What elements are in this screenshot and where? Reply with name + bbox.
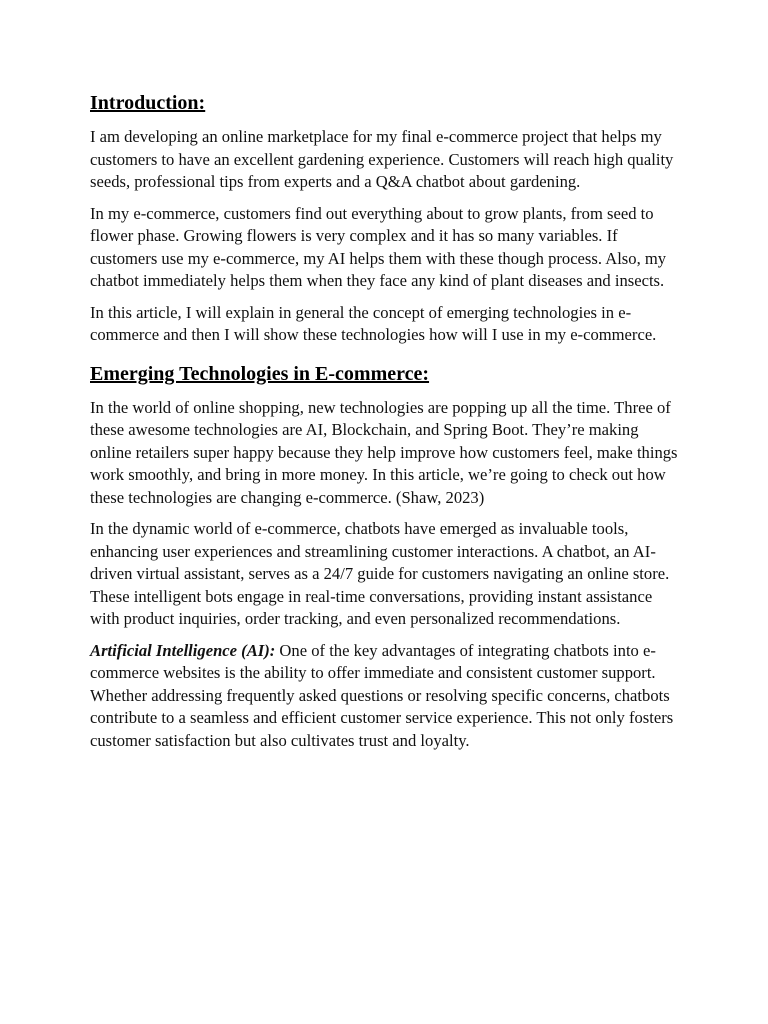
intro-paragraph-3: In this article, I will explain in general the concept of emerging technologies in e-commerce and then I will show these technologies how will I use in my e-commerce. [90, 302, 657, 344]
introduction-heading: Introduction: [90, 92, 206, 114]
ai-paragraph-text: One of the key advantages of integrating chatbots into e-commerce websites is the ability to offer immediate and consistent customer support. Whether addressing frequently asked questions or resolving specific concerns, chatbots contribute to a seamless and efficient customer service experience. This not only fosters customer satisfaction but also cultivates trust and loyalty. [90, 640, 674, 750]
document-page [90, 90, 682, 761]
emerging-paragraph-1: In the world of online shopping, new technologies are popping up all the time. Three of these awesome technologies are AI, Blockchain, and Spring Boot. They’re making online retailers super happy because they help improve how customers feel, make things work smoothly, and bring in more money. In this article, we’re going to check out how these technologies are changing e-commerce. (Shaw, 2023) [90, 397, 678, 507]
emerging-paragraph-2: In the dynamic world of e-commerce, chatbots have emerged as invaluable tools, enhancing user experiences and streamlining customer interactions. A chatbot, an AI-driven virtual assistant, serves as a 24/7 guide for customers navigating an online store. These intelligent bots engage in real-time conversations, providing instant assistance with product inquiries, order tracking, and even personalized recommendations. [90, 519, 670, 628]
emerging-technologies-heading: Emerging Technologies in E-commerce: [90, 362, 430, 385]
intro-paragraph-1: I am developing an online marketplace for my final e-commerce project that helps my customers to have an excellent gardening experience. Customers will reach high quality seeds, professional tips from experts and a Q&A chatbot about gardening. [90, 127, 674, 191]
ai-lead-term: Artificial Intelligence (AI): [90, 640, 276, 660]
ai-paragraph [90, 640, 682, 753]
intro-paragraph-2: In my e-commerce, customers find out everything about to grow plants, from seed to flower phase. Growing flowers is very complex and it has so many variables. If customers use my e-commerce, my AI helps them with these though process. Also, my chatbot immediately helps them when they face any kind of plant diseases and insects. [90, 203, 667, 290]
